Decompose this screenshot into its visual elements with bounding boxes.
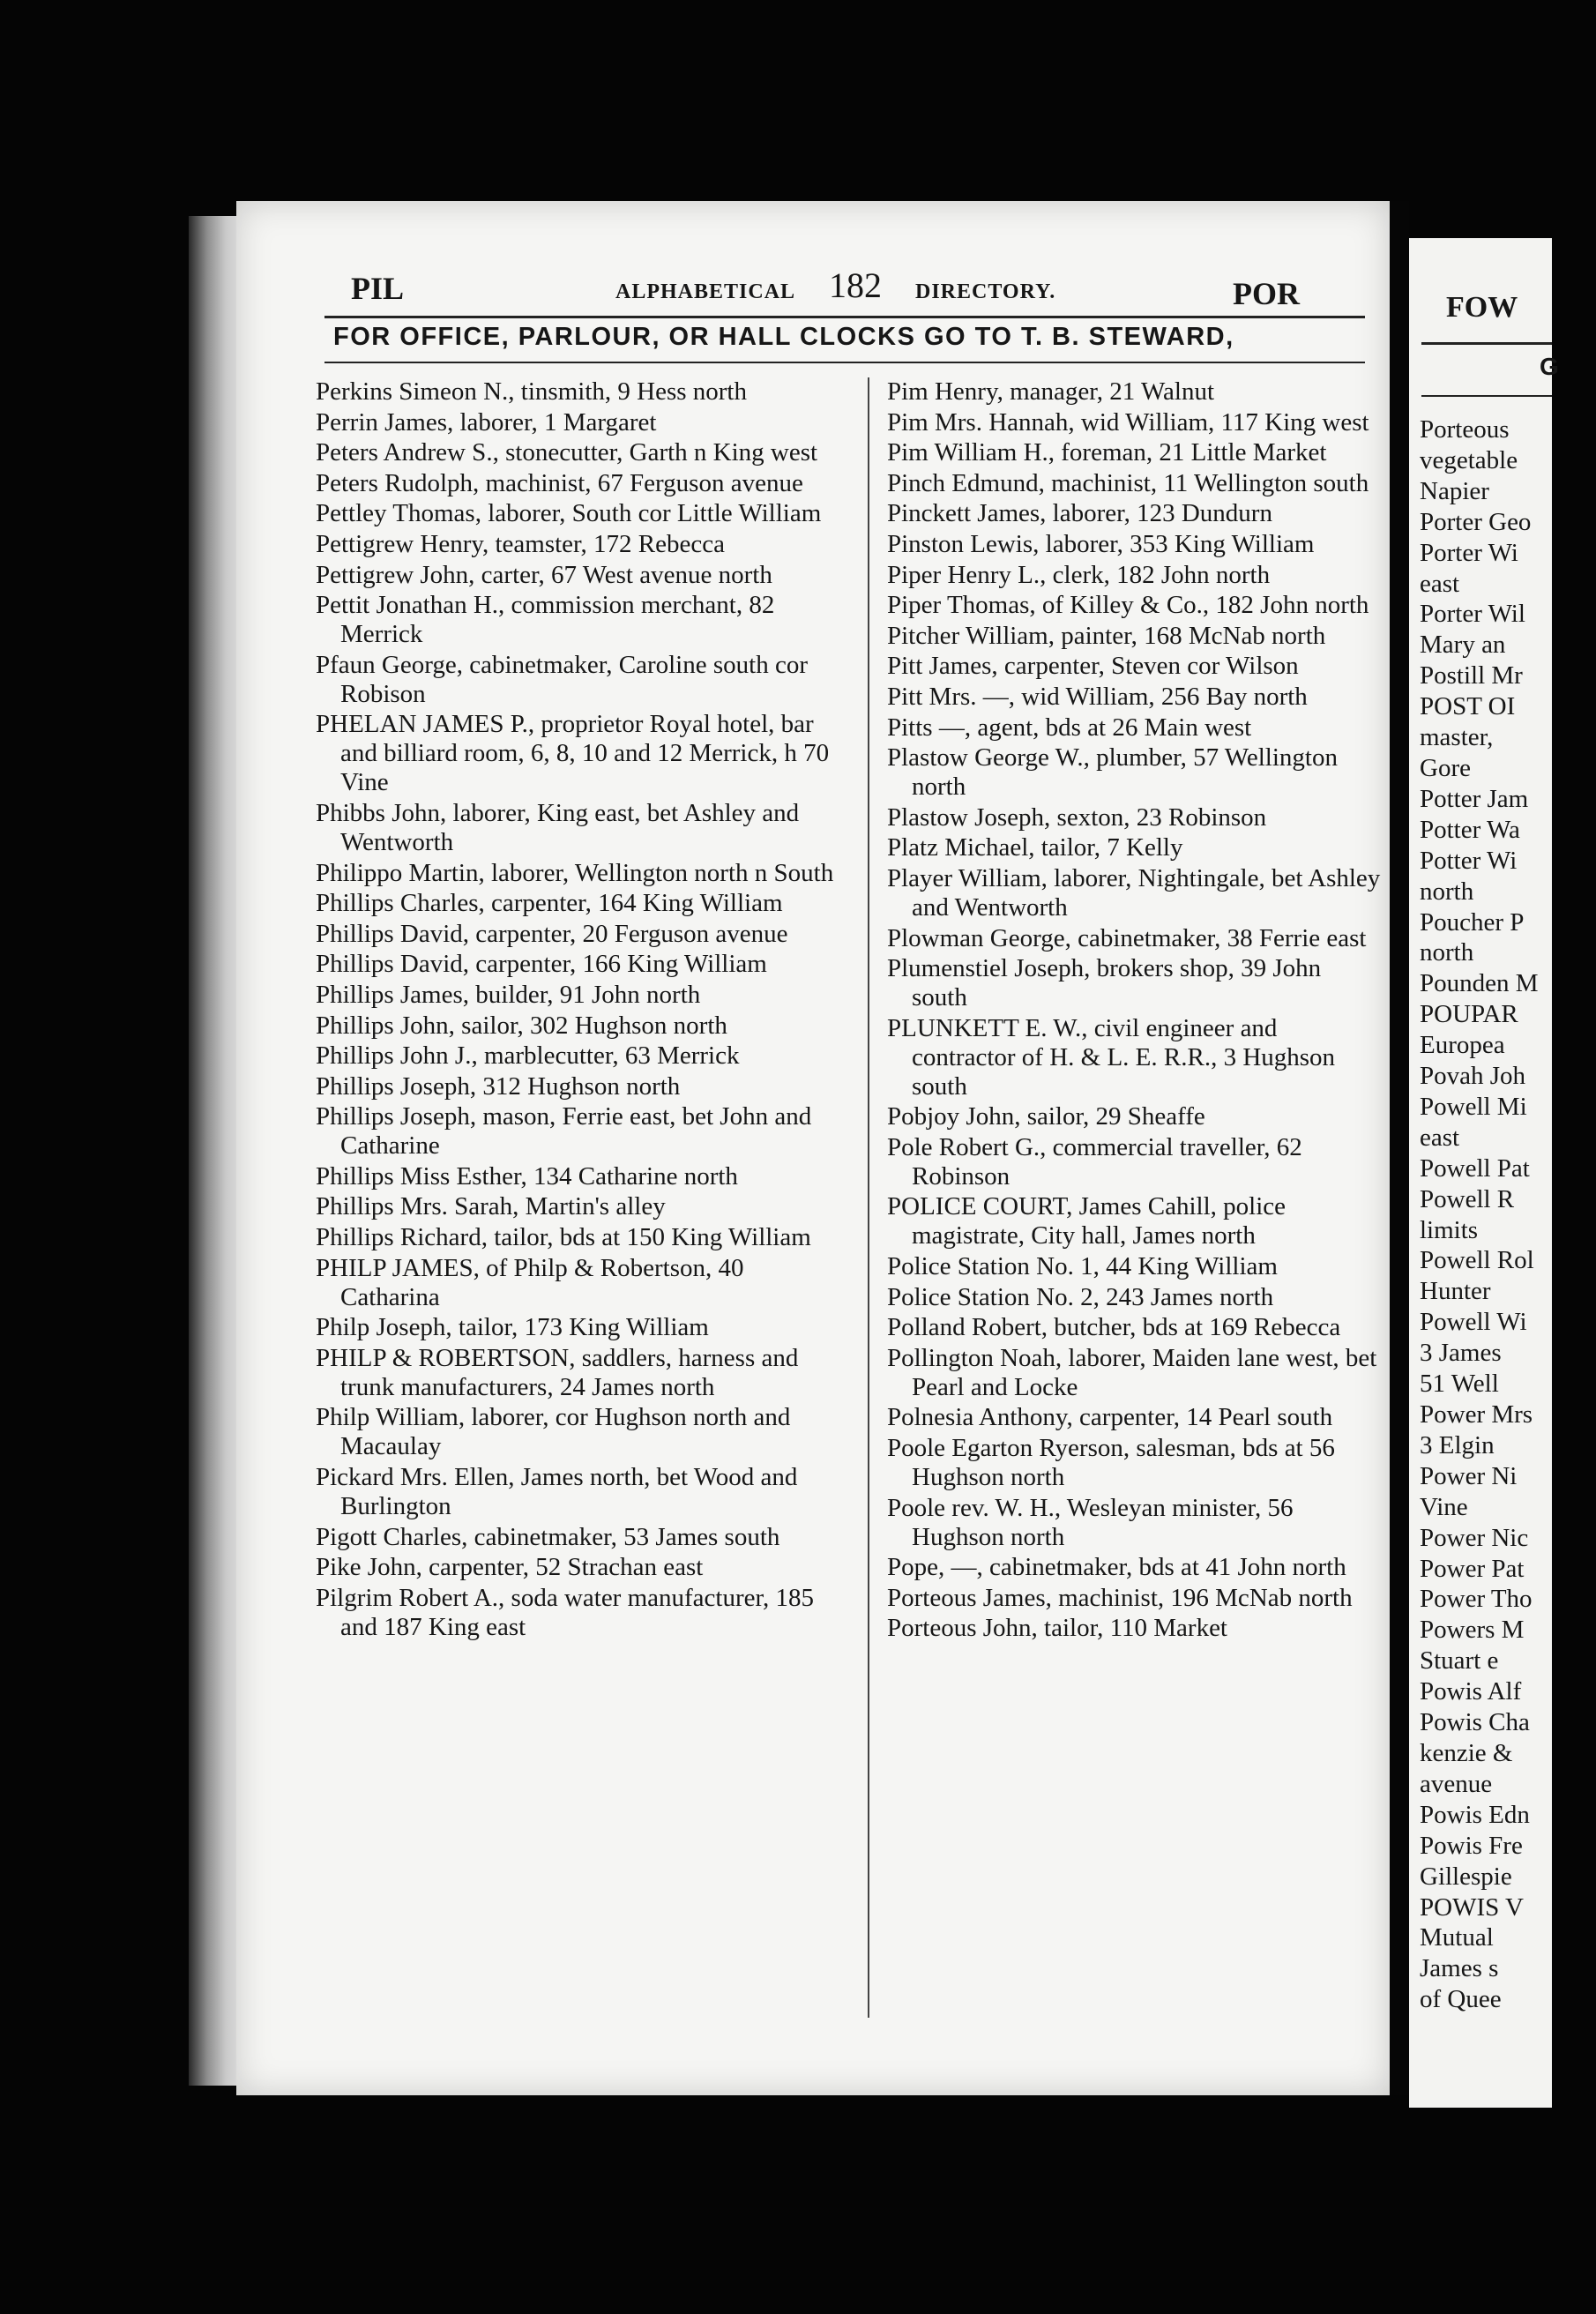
next-page-entry-fragment: Powis Cha — [1420, 1708, 1530, 1737]
directory-entry: Phillips Mrs. Sarah, Martin's alley — [316, 1192, 666, 1221]
directory-entry: Pickard Mrs. Ellen, James north, bet Wood and Burlington — [316, 1463, 798, 1521]
next-page-entry-fragment: POWIS V — [1420, 1892, 1524, 1922]
directory-entry: Phibbs John, laborer, King east, bet Ashley and Wentworth — [316, 798, 800, 856]
directory-entry: Pollington Noah, laborer, Maiden lane west, bet Pearl and Locke — [887, 1343, 1377, 1401]
next-page-entry-fragment: Pounden M — [1420, 969, 1539, 998]
directory-entry: Pitt Mrs. —, wid William, 256 Bay north — [887, 682, 1308, 711]
directory-entry: Poole Egarton Ryerson, salesman, bds at 56 Hughson north — [887, 1434, 1335, 1492]
next-page-entry-fragment: Potter Wa — [1420, 815, 1520, 844]
book-spine — [189, 216, 242, 2086]
next-page-entry-fragment: Power Nic — [1420, 1523, 1529, 1552]
next-page-entry-fragment: Gillespie — [1420, 1862, 1512, 1891]
next-page-entry-fragment: Europea — [1420, 1031, 1505, 1060]
next-page-entry-fragment: Vine — [1420, 1492, 1468, 1521]
directory-entry: Philippo Martin, laborer, Wellington north n South — [316, 858, 834, 887]
next-page-entry-fragment: avenue — [1420, 1769, 1493, 1798]
directory-entry: Phillips John, sailor, 302 Hughson north — [316, 1011, 727, 1040]
next-page-banner-rule — [1421, 395, 1552, 397]
directory-entry: POLICE COURT, James Cahill, police magistrate, City hall, James north — [887, 1192, 1286, 1250]
next-page-entry-fragment: POST OI — [1420, 692, 1516, 721]
directory-entry: Pole Robert G., commercial traveller, 62 Robinson — [887, 1132, 1302, 1191]
directory-entry: PLUNKETT E. W., civil engineer and contractor of H. & L. E. R.R., 3 Hughson south — [887, 1013, 1336, 1101]
next-page-entry-fragment: 3 Elgin — [1420, 1430, 1495, 1459]
next-page-entry-fragment: Povah Joh — [1420, 1062, 1526, 1091]
directory-entry: Philp Joseph, tailor, 173 King William — [316, 1313, 709, 1342]
next-page-entry-fragment: Powell Pat — [1420, 1153, 1530, 1183]
directory-entry: Perrin James, laborer, 1 Margaret — [316, 407, 657, 437]
next-page-entry-fragment: 51 Well — [1420, 1370, 1499, 1399]
directory-entry: Poole rev. W. H., Wesleyan minister, 56 Hughson north — [887, 1493, 1294, 1551]
directory-entry: Perkins Simeon N., tinsmith, 9 Hess north — [316, 377, 747, 406]
next-page-entry-fragment: James s — [1420, 1954, 1499, 1983]
header-rule — [324, 316, 1365, 318]
page-gutter — [1390, 201, 1409, 2095]
next-page-entry-fragment: Power Mrs — [1420, 1400, 1533, 1429]
directory-entry: Player William, laborer, Nightingale, bet Ashley and Wentworth — [887, 863, 1381, 922]
next-page-entry-fragment: east — [1420, 1123, 1460, 1152]
directory-entry: Pim Henry, manager, 21 Walnut — [887, 377, 1215, 406]
directory-entry: Pitt James, carpenter, Steven cor Wilson — [887, 652, 1299, 681]
directory-entry: Polnesia Anthony, carpenter, 14 Pearl south — [887, 1403, 1333, 1432]
directory-column-right — [887, 377, 1381, 1645]
next-page-entry-fragment: Mutual — [1420, 1923, 1494, 1952]
directory-entry: Police Station No. 2, 243 James north — [887, 1282, 1274, 1311]
next-page-entry-fragment: Porteous — [1420, 415, 1510, 444]
directory-column-left — [316, 377, 845, 1643]
next-page-column — [1420, 414, 1596, 2015]
running-head-left: PIL — [351, 271, 405, 306]
directory-entry: Pitts —, agent, bds at 26 Main west — [887, 713, 1252, 742]
directory-entry: Phillips Charles, carpenter, 164 King William — [316, 889, 783, 918]
next-page-entry-fragment: north — [1420, 938, 1474, 967]
next-page-entry-fragment: north — [1420, 877, 1474, 906]
running-head-right: POR — [1233, 276, 1300, 311]
directory-entry: PHILP JAMES, of Philp & Robertson, 40 Catharina — [316, 1253, 744, 1311]
directory-entry: Phillips Joseph, 312 Hughson north — [316, 1071, 681, 1101]
directory-entry: Pettigrew John, carter, 67 West avenue north — [316, 560, 772, 589]
next-page-header-rule — [1421, 342, 1552, 345]
directory-entry: Plastow George W., plumber, 57 Wellington north — [887, 743, 1338, 802]
directory-entry: Piper Thomas, of Killey & Co., 182 John north — [887, 591, 1369, 620]
directory-entry: Polland Robert, butcher, bds at 169 Rebecca — [887, 1313, 1341, 1342]
directory-entry: Phillips John J., marblecutter, 63 Merrick — [316, 1041, 740, 1071]
next-page-entry-fragment: Gore — [1420, 753, 1471, 782]
directory-entry: Phillips James, builder, 91 John north — [316, 980, 701, 1009]
next-page-fragment — [1409, 238, 1559, 2108]
directory-entry: Pim Mrs. Hannah, wid William, 117 King west — [887, 407, 1369, 437]
directory-entry: Phillips Miss Esther, 134 Catharine north — [316, 1161, 738, 1191]
banner-rule — [324, 362, 1365, 363]
next-page-entry-fragment: Powell Mi — [1420, 1092, 1527, 1121]
next-page-entry-fragment: 3 James — [1420, 1339, 1502, 1368]
directory-entry: Police Station No. 1, 44 King William — [887, 1252, 1278, 1281]
next-page-entry-fragment: Hunter — [1420, 1277, 1491, 1306]
directory-entry: Pettley Thomas, laborer, South cor Little William — [316, 499, 822, 528]
next-page-entry-fragment: Postill Mr — [1420, 661, 1523, 690]
running-head-title-left: ALPHABETICAL — [615, 280, 796, 303]
directory-entry: Pfaun George, cabinetmaker, Caroline south cor Robison — [316, 650, 808, 708]
directory-entry: Pettigrew Henry, teamster, 172 Rebecca — [316, 529, 725, 558]
next-page-entry-fragment: Power Ni — [1420, 1461, 1518, 1490]
next-page-entry-fragment: Porter Wi — [1420, 538, 1518, 567]
directory-entry: Pinch Edmund, machinist, 11 Wellington south — [887, 468, 1369, 497]
next-page-running-head: FOW — [1446, 291, 1518, 324]
next-page-entry-fragment: Power Pat — [1420, 1554, 1525, 1583]
column-divider — [868, 377, 869, 2018]
directory-entry: Pike John, carpenter, 52 Strachan east — [316, 1553, 704, 1582]
next-page-entry-fragment: Powers M — [1420, 1616, 1525, 1645]
directory-entry: Plowman George, cabinetmaker, 38 Ferrie east — [887, 923, 1367, 952]
next-page-entry-fragment: Powis Fre — [1420, 1831, 1523, 1860]
next-page-entry-fragment: east — [1420, 569, 1460, 598]
page-number: 182 — [829, 265, 882, 305]
next-page-entry-fragment: Potter Wi — [1420, 846, 1518, 875]
directory-entry: Peters Rudolph, machinist, 67 Ferguson avenue — [316, 468, 803, 497]
directory-entry: Phillips David, carpenter, 20 Ferguson avenue — [316, 919, 788, 948]
next-page-entry-fragment: vegetable — [1420, 445, 1518, 474]
directory-entry: Phillips David, carpenter, 166 King William — [316, 950, 767, 979]
next-page-entry-fragment: kenzie & — [1420, 1738, 1513, 1767]
directory-entry: Pope, —, cabinetmaker, bds at 41 John north — [887, 1553, 1346, 1582]
next-page-entry-fragment: Powis Edn — [1420, 1800, 1530, 1829]
directory-entry: PHELAN JAMES P., proprietor Royal hotel, bar and billiard room, 6, 8, 10 and 12 Merrick, h 70 Vine — [316, 710, 830, 797]
next-page-entry-fragment: Powell R — [1420, 1184, 1515, 1213]
directory-entry: Plumenstiel Joseph, brokers shop, 39 John south — [887, 954, 1322, 1012]
directory-entry: Platz Michael, tailor, 7 Kelly — [887, 833, 1183, 862]
directory-entry: Phillips Joseph, mason, Ferrie east, bet John and Catharine — [316, 1102, 812, 1161]
next-page-entry-fragment: Powell Wi — [1420, 1308, 1527, 1337]
directory-entry: Phillips Richard, tailor, bds at 150 King William — [316, 1223, 811, 1252]
next-page-entry-fragment: Mary an — [1420, 631, 1506, 660]
running-head-title-right: DIRECTORY. — [915, 280, 1056, 303]
next-page-entry-fragment: POUPAR — [1420, 1000, 1518, 1029]
next-page-entry-fragment: Poucher P — [1420, 907, 1525, 937]
directory-page — [236, 201, 1390, 2095]
directory-entry: PHILP & ROBERTSON, saddlers, harness and trunk manufacturers, 24 James north — [316, 1343, 799, 1401]
directory-entry: Pinckett James, laborer, 123 Dundurn — [887, 499, 1272, 528]
next-page-entry-fragment: Power Tho — [1420, 1585, 1533, 1614]
directory-entry: Porteous John, tailor, 110 Market — [887, 1614, 1227, 1643]
next-page-entry-fragment: of Quee — [1420, 1985, 1502, 2014]
next-page-entry-fragment: Powis Alf — [1420, 1677, 1522, 1706]
next-page-entry-fragment: Potter Jam — [1420, 784, 1529, 813]
directory-entry: Philp William, laborer, cor Hughson north and Macaulay — [316, 1403, 791, 1461]
next-page-entry-fragment: Porter Wil — [1420, 600, 1525, 629]
next-page-entry-fragment: Porter Geo — [1420, 507, 1532, 536]
next-page-entry-fragment: limits — [1420, 1215, 1479, 1244]
directory-entry: Piper Henry L., clerk, 182 John north — [887, 560, 1271, 589]
directory-entry: Pinston Lewis, laborer, 353 King William — [887, 529, 1315, 558]
next-page-entry-fragment: Powell Rol — [1420, 1246, 1534, 1275]
next-page-entry-fragment: master, — [1420, 723, 1494, 752]
next-page-entry-fragment: Napier — [1420, 476, 1489, 505]
directory-entry: Porteous James, machinist, 196 McNab north — [887, 1583, 1353, 1612]
directory-entry: Pettit Jonathan H., commission merchant, 82 Merrick — [316, 591, 775, 649]
directory-entry: Pitcher William, painter, 168 McNab north — [887, 621, 1326, 650]
running-head — [351, 256, 1356, 317]
directory-entry: Pobjoy John, sailor, 29 Sheaffe — [887, 1102, 1205, 1131]
next-page-banner-fragment: G — [1540, 353, 1559, 380]
directory-entry: Pim William H., foreman, 21 Little Market — [887, 438, 1327, 467]
next-page-entry-fragment: Stuart e — [1420, 1646, 1499, 1676]
directory-entry: Pigott Charles, cabinetmaker, 53 James south — [316, 1522, 780, 1551]
directory-entry: Plastow Joseph, sexton, 23 Robinson — [887, 802, 1267, 832]
advertisement-banner: FOR OFFICE, PARLOUR, OR HALL CLOCKS GO TO T. B. STEWARD, — [333, 323, 1234, 351]
directory-entry: Pilgrim Robert A., soda water manufacturer, 185 and 187 King east — [316, 1583, 815, 1641]
directory-entry: Peters Andrew S., stonecutter, Garth n King west — [316, 438, 818, 467]
